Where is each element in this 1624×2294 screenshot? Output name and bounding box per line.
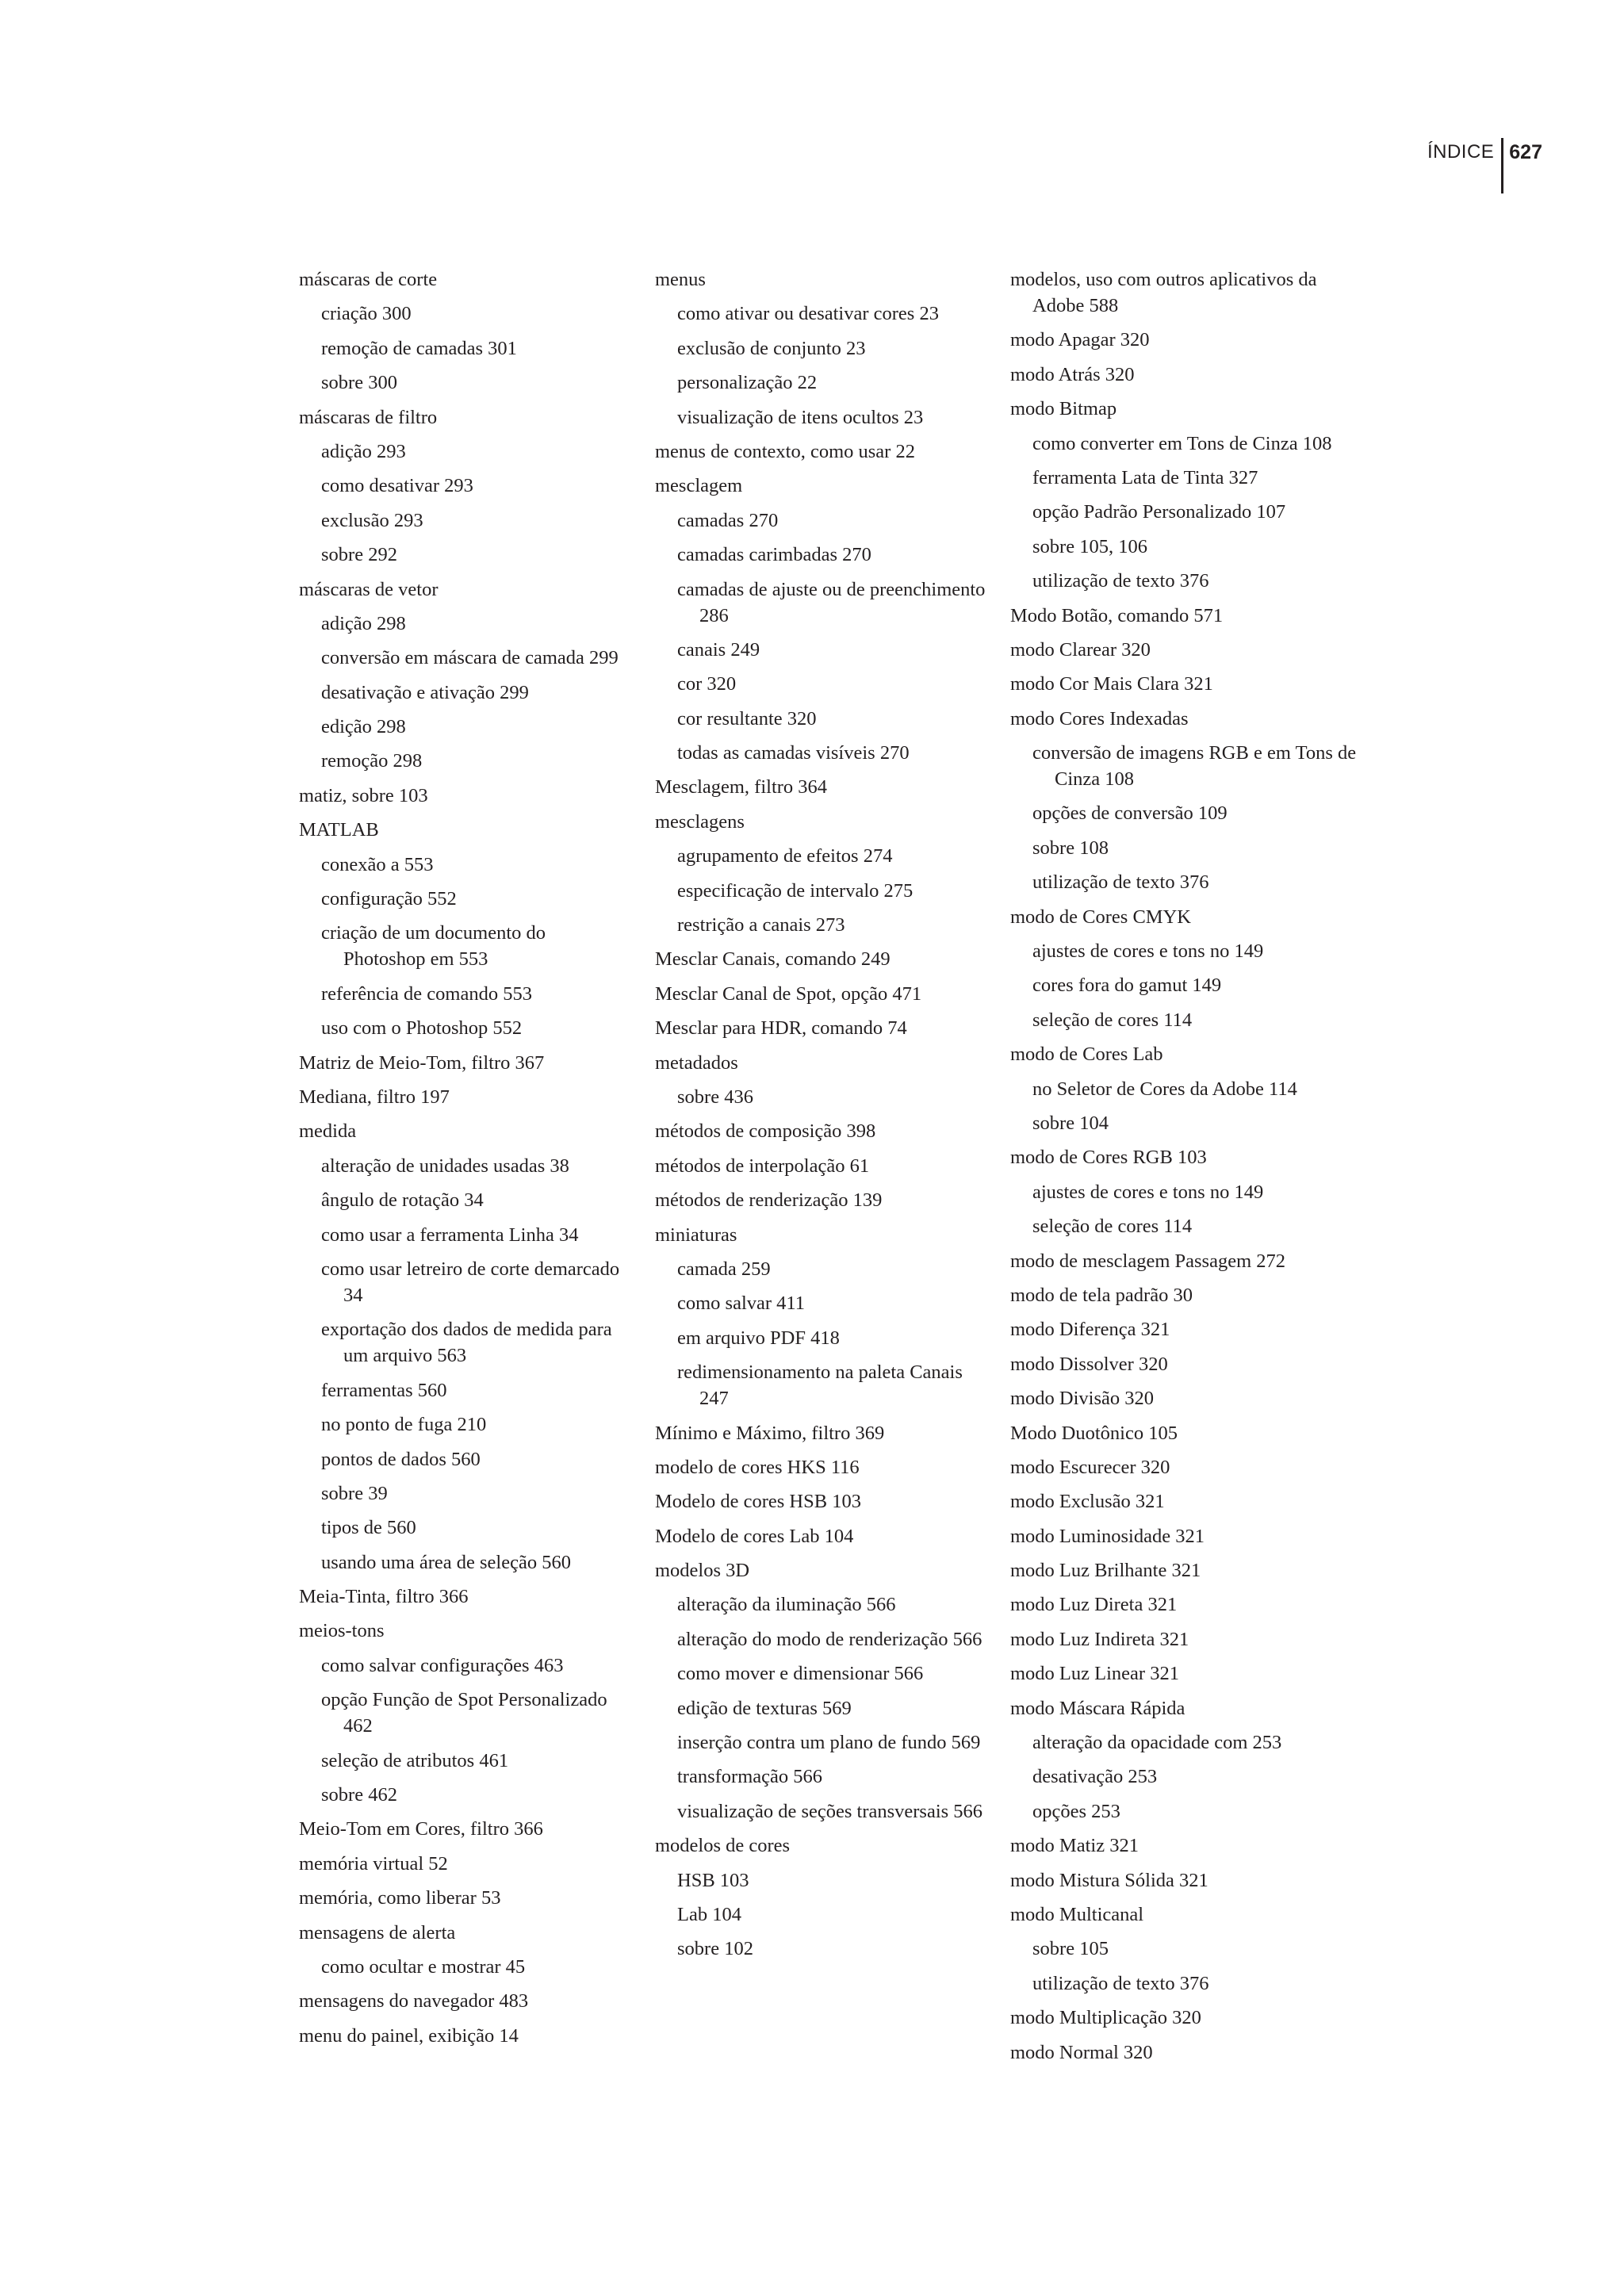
section-title: ÍNDICE — [1427, 141, 1495, 163]
index-subentry: visualização de itens ocultos 23 — [677, 406, 924, 428]
index-entry: metadados — [655, 1051, 738, 1074]
index-subentry: desativação e ativação 299 — [321, 681, 529, 703]
index-subentry: cor 320 — [677, 673, 737, 695]
index-subentry: desativação 253 — [1032, 1766, 1158, 1788]
index-subentry: no ponto de fuga 210 — [321, 1414, 487, 1436]
index-subentry: referência de comando 553 — [321, 982, 532, 1005]
index-subentry: opções de conversão 109 — [1032, 802, 1228, 825]
index-subentry: ajustes de cores e tons no 149 — [1032, 1181, 1264, 1203]
index-subentry: pontos de dados 560 — [321, 1448, 481, 1470]
index-subentry: alteração da opacidade com 253 — [1032, 1732, 1282, 1754]
index-entry: máscaras de corte — [299, 269, 438, 290]
index-entry: Matriz de Meio-Tom, filtro 367 — [299, 1051, 545, 1074]
index-entry: Mínimo e Máximo, filtro 369 — [655, 1422, 885, 1444]
index-entry: modo de Cores CMYK — [1010, 906, 1191, 928]
index-entry: mensagens do navegador 483 — [299, 1990, 529, 2013]
index-subentry: como ativar ou desativar cores 23 — [677, 303, 939, 325]
index-subentry: seleção de cores 114 — [1032, 1009, 1193, 1031]
index-subentry: como converter em Tons de Cinza 108 — [1032, 432, 1332, 454]
index-subentry: sobre 300 — [321, 372, 397, 394]
index-subentry: conexão a 553 — [321, 853, 434, 875]
index-entry: modelo de cores HKS 116 — [655, 1456, 860, 1478]
index-entry: modo Apagar 320 — [1010, 329, 1150, 351]
index-entry: máscaras de vetor — [299, 578, 439, 600]
index-subentry: sobre 105 — [1032, 1938, 1109, 1960]
index-subentry: sobre 462 — [321, 1784, 397, 1806]
index-entry: modo Diferença 321 — [1010, 1319, 1170, 1341]
index-subentry: uso com o Photoshop 552 — [321, 1017, 523, 1040]
index-subentry: exclusão de conjunto 23 — [677, 337, 866, 359]
index-subentry: usando uma área de seleção 560 — [321, 1551, 571, 1573]
index-subentry: transformação 566 — [677, 1766, 822, 1788]
index-entry: modo Normal 320 — [1010, 2041, 1153, 2063]
index-entry: modelos 3D — [655, 1560, 750, 1582]
index-subentry: ferramenta Lata de Tinta 327 — [1032, 466, 1258, 488]
index-entry: modo Luz Linear 321 — [1010, 1663, 1179, 1685]
index-subentry: edição 298 — [321, 716, 406, 738]
index-entry: modo Exclusão 321 — [1010, 1491, 1165, 1513]
index-entry: matiz, sobre 103 — [299, 784, 428, 806]
index-entry: modo Clarear 320 — [1010, 638, 1151, 661]
index-entry: modo Luz Direta 321 — [1010, 1594, 1178, 1616]
index-entry: modo Dissolver 320 — [1010, 1353, 1168, 1375]
index-entry: Mediana, filtro 197 — [299, 1086, 450, 1108]
index-subentry: em arquivo PDF 418 — [677, 1327, 840, 1349]
index-subentry: canais 249 — [677, 638, 760, 661]
index-subentry: agrupamento de efeitos 274 — [677, 845, 893, 867]
index-subentry: configuração 552 — [321, 888, 457, 910]
index-subentry: HSB 103 — [677, 1869, 749, 1891]
index-subentry: como ocultar e mostrar 45 — [321, 1955, 526, 1978]
index-entry: menus — [655, 269, 706, 290]
index-column-3 — [1010, 266, 1359, 2074]
index-column-1 — [299, 266, 632, 2057]
index-subentry: personalização 22 — [677, 372, 818, 394]
index-entry: modelos, uso com outros aplicativos da Adobe 588 — [1010, 269, 1317, 316]
index-subentry: camadas 270 — [677, 509, 779, 531]
index-entry: modo Multiplicação 320 — [1010, 2007, 1201, 2029]
index-entry: Meia-Tinta, filtro 366 — [299, 1586, 469, 1608]
index-subentry: camadas carimbadas 270 — [677, 544, 871, 566]
index-entry: modo Atrás 320 — [1010, 363, 1135, 385]
index-entry: modo Mistura Sólida 321 — [1010, 1869, 1208, 1891]
index-entry: modo Bitmap — [1010, 398, 1117, 420]
index-subentry: edição de texturas 569 — [677, 1697, 852, 1719]
index-entry: métodos de composição 398 — [655, 1120, 876, 1143]
index-subentry: criação 300 — [321, 303, 412, 325]
index-subentry: camada 259 — [677, 1258, 771, 1280]
index-subentry: sobre 292 — [321, 544, 397, 566]
index-subentry: como mover e dimensionar 566 — [677, 1663, 924, 1685]
index-entry: meios-tons — [299, 1620, 385, 1642]
index-entry: modo de Cores RGB 103 — [1010, 1147, 1207, 1169]
index-entry: mesclagem — [655, 475, 743, 497]
index-entry: modo Luminosidade 321 — [1010, 1525, 1205, 1547]
index-entry: Mesclagem, filtro 364 — [655, 776, 828, 798]
index-subentry: sobre 104 — [1032, 1112, 1109, 1134]
index-subentry: alteração de unidades usadas 38 — [321, 1155, 569, 1177]
index-entry: Modo Duotônico 105 — [1010, 1422, 1178, 1444]
index-entry: modo Multicanal — [1010, 1903, 1144, 1925]
index-subentry: no Seletor de Cores da Adobe 114 — [1032, 1078, 1297, 1100]
index-subentry: conversão de imagens RGB e em Tons de Cinza 108 — [1032, 742, 1357, 791]
index-subentry: como salvar configurações 463 — [321, 1654, 564, 1676]
index-subentry: utilização de texto 376 — [1032, 1972, 1209, 1994]
index-subentry: inserção contra um plano de fundo 569 — [677, 1732, 981, 1754]
index-entry: máscaras de filtro — [299, 406, 438, 428]
index-entry: modo Máscara Rápida — [1010, 1697, 1185, 1719]
index-entry: métodos de interpolação 61 — [655, 1155, 870, 1177]
index-subentry: opção Função de Spot Personalizado 462 — [321, 1689, 607, 1737]
index-entry: Meio-Tom em Cores, filtro 366 — [299, 1818, 543, 1840]
index-subentry: exclusão 293 — [321, 509, 423, 531]
index-entry: modo Matiz 321 — [1010, 1835, 1139, 1857]
index-subentry: cores fora do gamut 149 — [1032, 975, 1222, 997]
running-header — [1427, 138, 1542, 193]
index-subentry: Lab 104 — [677, 1903, 741, 1925]
index-subentry: sobre 108 — [1032, 837, 1109, 859]
index-subentry: todas as camadas visíveis 270 — [677, 742, 910, 764]
index-entry: Modo Botão, comando 571 — [1010, 604, 1224, 626]
index-entry: menus de contexto, como usar 22 — [655, 440, 915, 462]
index-subentry: exportação dos dados de medida para um arquivo 563 — [321, 1319, 612, 1367]
index-entry: modo Cor Mais Clara 321 — [1010, 673, 1213, 695]
index-subentry: ferramentas 560 — [321, 1379, 447, 1401]
index-subentry: alteração da iluminação 566 — [677, 1594, 896, 1616]
index-subentry: sobre 39 — [321, 1482, 388, 1504]
index-subentry: como usar a ferramenta Linha 34 — [321, 1224, 579, 1246]
page-number: 627 — [1509, 141, 1542, 163]
index-entry: Mesclar para HDR, comando 74 — [655, 1017, 907, 1040]
index-subentry: camadas de ajuste ou de preenchimento 286 — [677, 578, 986, 626]
index-subentry: visualização de seções transversais 566 — [677, 1800, 983, 1822]
index-entry: Modelo de cores HSB 103 — [655, 1491, 861, 1513]
index-subentry: opção Padrão Personalizado 107 — [1032, 501, 1286, 523]
index-entry: MATLAB — [299, 819, 379, 841]
index-subentry: remoção 298 — [321, 750, 423, 772]
index-entry: medida — [299, 1120, 357, 1143]
index-entry: modo de Cores Lab — [1010, 1044, 1163, 1066]
index-entry: modo Cores Indexadas — [1010, 707, 1189, 730]
index-entry: modo de mesclagem Passagem 272 — [1010, 1250, 1286, 1272]
index-subentry: ajustes de cores e tons no 149 — [1032, 940, 1264, 963]
index-column-2 — [655, 266, 988, 1970]
index-entry: modelos de cores — [655, 1835, 791, 1857]
index-subentry: adição 293 — [321, 440, 406, 462]
index-subentry: restrição a canais 273 — [677, 914, 845, 936]
index-subentry: adição 298 — [321, 612, 406, 634]
index-subentry: alteração do modo de renderização 566 — [677, 1628, 982, 1650]
index-subentry: como desativar 293 — [321, 475, 473, 497]
index-entry: Mesclar Canal de Spot, opção 471 — [655, 982, 922, 1005]
index-subentry: sobre 102 — [677, 1938, 753, 1960]
index-subentry: como usar letreiro de corte demarcado 34 — [321, 1258, 620, 1306]
index-subentry: ângulo de rotação 34 — [321, 1189, 484, 1212]
index-entry: Modelo de cores Lab 104 — [655, 1525, 854, 1547]
index-entry: modo de tela padrão 30 — [1010, 1284, 1193, 1306]
index-subentry: utilização de texto 376 — [1032, 871, 1209, 894]
index-subentry: tipos de 560 — [321, 1517, 416, 1539]
index-subentry: sobre 436 — [677, 1086, 753, 1108]
index-entry: memória, como liberar 53 — [299, 1887, 501, 1909]
index-subentry: sobre 105, 106 — [1032, 535, 1147, 557]
index-entry: modo Luz Indireta 321 — [1010, 1628, 1189, 1650]
index-entry: miniaturas — [655, 1224, 737, 1246]
index-subentry: conversão em máscara de camada 299 — [321, 647, 619, 669]
index-subentry: seleção de atributos 461 — [321, 1749, 509, 1771]
index-subentry: remoção de camadas 301 — [321, 337, 517, 359]
index-subentry: utilização de texto 376 — [1032, 570, 1209, 592]
index-entry: mesclagens — [655, 810, 745, 833]
index-entry: memória virtual 52 — [299, 1852, 448, 1875]
index-entry: modo Escurecer 320 — [1010, 1456, 1170, 1478]
index-subentry: seleção de cores 114 — [1032, 1216, 1193, 1238]
index-subentry: como salvar 411 — [677, 1293, 806, 1315]
index-entry: modo Divisão 320 — [1010, 1388, 1155, 1410]
index-entry: mensagens de alerta — [299, 1921, 456, 1944]
index-entry: menu do painel, exibição 14 — [299, 2024, 519, 2047]
index-subentry: cor resultante 320 — [677, 707, 817, 730]
index-entry: modo Luz Brilhante 321 — [1010, 1560, 1201, 1582]
index-subentry: redimensionamento na paleta Canais 247 — [677, 1361, 963, 1410]
index-subentry: criação de um documento do Photoshop em 553 — [321, 922, 546, 971]
index-entry: Mesclar Canais, comando 249 — [655, 948, 891, 971]
index-subentry: opções 253 — [1032, 1800, 1120, 1822]
index-subentry: especificação de intervalo 275 — [677, 879, 914, 902]
index-entry: métodos de renderização 139 — [655, 1189, 883, 1212]
